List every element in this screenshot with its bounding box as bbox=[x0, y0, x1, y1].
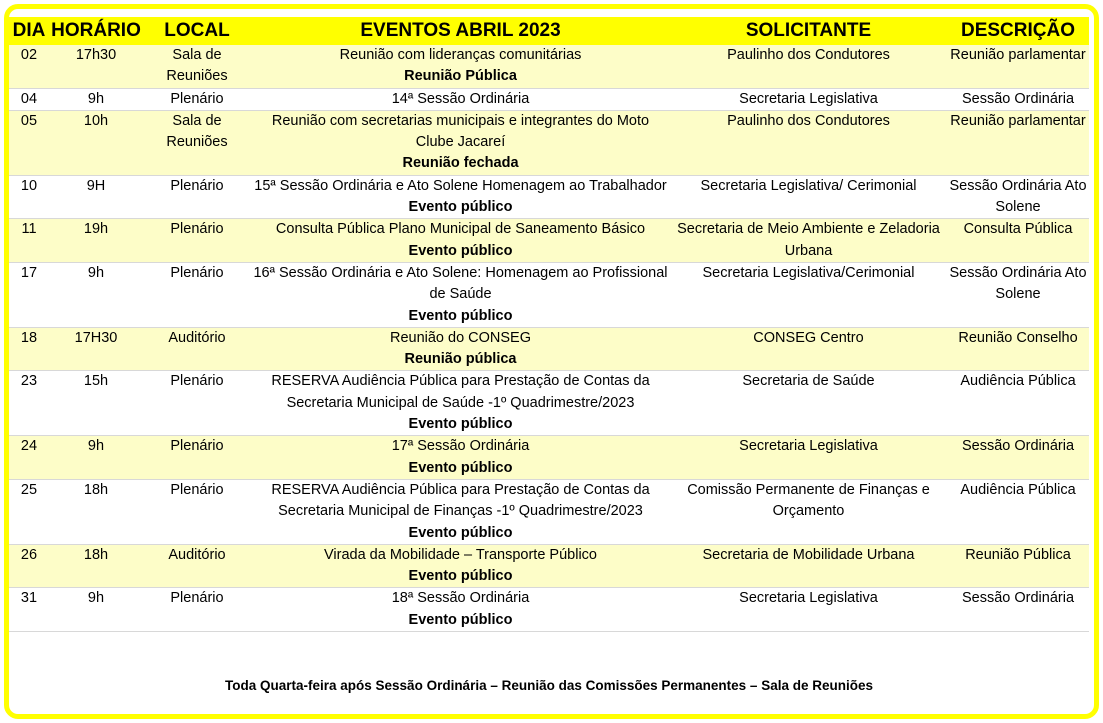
event-type: Evento público bbox=[408, 307, 513, 324]
table-row bbox=[9, 88, 1089, 110]
cell-solicitante: Secretaria de Saúde bbox=[670, 371, 947, 436]
cell-horario: 10h bbox=[49, 110, 143, 175]
header-descricao: DESCRIÇÃO bbox=[947, 17, 1089, 45]
cell-evento bbox=[251, 544, 670, 588]
events-table bbox=[9, 17, 1089, 632]
event-title: Virada da Mobilidade – Transporte Público bbox=[324, 546, 597, 563]
cell-evento bbox=[251, 479, 670, 544]
cell-evento bbox=[251, 262, 670, 327]
cell-local: Plenário bbox=[143, 436, 251, 480]
table-row bbox=[9, 371, 1089, 436]
event-type: Evento público bbox=[408, 568, 513, 585]
cell-local: Sala de Reuniões bbox=[143, 45, 251, 88]
cell-local: Plenário bbox=[143, 479, 251, 544]
cell-descricao: Audiência Pública bbox=[947, 371, 1089, 436]
cell-dia: 17 bbox=[9, 262, 49, 327]
cell-horario: 18h bbox=[49, 479, 143, 544]
cell-dia: 05 bbox=[9, 110, 49, 175]
cell-evento bbox=[251, 436, 670, 480]
event-type: Reunião Pública bbox=[404, 68, 517, 85]
table-row bbox=[9, 175, 1089, 219]
table-row bbox=[9, 262, 1089, 327]
table-row bbox=[9, 544, 1089, 588]
cell-evento bbox=[251, 88, 670, 110]
cell-local: Plenário bbox=[143, 262, 251, 327]
event-title: Reunião com lideranças comunitárias bbox=[339, 47, 582, 63]
cell-evento bbox=[251, 175, 670, 219]
table-row bbox=[9, 110, 1089, 175]
table-row bbox=[9, 436, 1089, 480]
cell-solicitante: Secretaria Legislativa bbox=[670, 88, 947, 110]
cell-dia: 10 bbox=[9, 175, 49, 219]
cell-solicitante: CONSEG Centro bbox=[670, 327, 947, 371]
event-type: Evento público bbox=[408, 416, 513, 433]
cell-local: Plenário bbox=[143, 371, 251, 436]
cell-horario: 17H30 bbox=[49, 327, 143, 371]
table-row bbox=[9, 45, 1089, 88]
cell-local: Sala de Reuniões bbox=[143, 110, 251, 175]
header-horario: HORÁRIO bbox=[49, 17, 143, 45]
cell-solicitante: Secretaria de Mobilidade Urbana bbox=[670, 544, 947, 588]
table-header-row bbox=[9, 17, 1089, 45]
cell-evento bbox=[251, 371, 670, 436]
cell-solicitante: Paulinho dos Condutores bbox=[670, 110, 947, 175]
event-type: Evento público bbox=[408, 524, 513, 541]
cell-horario: 9h bbox=[49, 262, 143, 327]
header-dia: DIA bbox=[9, 17, 49, 45]
event-title: RESERVA Audiência Pública para Prestação de Contas da Secretaria Municipal de Finanças -1º Quadrimestre/2023 bbox=[271, 481, 650, 520]
cell-horario: 9H bbox=[49, 175, 143, 219]
event-type: Evento público bbox=[408, 611, 513, 628]
cell-evento bbox=[251, 219, 670, 263]
cell-dia: 26 bbox=[9, 544, 49, 588]
cell-descricao: Audiência Pública bbox=[947, 479, 1089, 544]
header-solicitante: SOLICITANTE bbox=[670, 17, 947, 45]
cell-evento bbox=[251, 588, 670, 632]
table-row bbox=[9, 327, 1089, 371]
cell-local: Plenário bbox=[143, 175, 251, 219]
cell-solicitante: Paulinho dos Condutores bbox=[670, 45, 947, 88]
event-type: Reunião fechada bbox=[402, 155, 519, 172]
cell-horario: 9h bbox=[49, 88, 143, 110]
cell-descricao: Reunião Pública bbox=[947, 544, 1089, 588]
event-type: Evento público bbox=[408, 242, 513, 259]
cell-solicitante: Secretaria Legislativa bbox=[670, 588, 947, 632]
cell-dia: 24 bbox=[9, 436, 49, 480]
event-type: Reunião pública bbox=[404, 351, 517, 368]
cell-solicitante: Comissão Permanente de Finanças e Orçamento bbox=[670, 479, 947, 544]
cell-descricao: Sessão Ordinária bbox=[947, 88, 1089, 110]
event-title: 16ª Sessão Ordinária e Ato Solene: Homenagem ao Profissional de Saúde bbox=[253, 264, 668, 303]
cell-dia: 25 bbox=[9, 479, 49, 544]
event-title: Consulta Pública Plano Municipal de Saneamento Básico bbox=[275, 221, 646, 238]
event-title: Reunião do CONSEG bbox=[389, 329, 532, 346]
event-title: Reunião com secretarias municipais e integrantes do Moto Clube Jacareí bbox=[271, 112, 650, 151]
footer-note: Toda Quarta-feira após Sessão Ordinária – Reunião das Comissões Permanentes – Sala de Reuniões bbox=[225, 678, 873, 693]
cell-solicitante: Secretaria Legislativa bbox=[670, 436, 947, 480]
cell-dia: 04 bbox=[9, 88, 49, 110]
cell-local: Auditório bbox=[143, 327, 251, 371]
cell-horario: 9h bbox=[49, 436, 143, 480]
table-row bbox=[9, 588, 1089, 632]
event-title: 18ª Sessão Ordinária bbox=[391, 590, 530, 607]
cell-evento bbox=[251, 45, 670, 88]
cell-descricao: Sessão Ordinária bbox=[947, 436, 1089, 480]
cell-descricao: Reunião parlamentar bbox=[947, 45, 1089, 88]
table-row bbox=[9, 219, 1089, 263]
cell-descricao: Reunião parlamentar bbox=[947, 110, 1089, 175]
cell-dia: 31 bbox=[9, 588, 49, 632]
cell-dia: 18 bbox=[9, 327, 49, 371]
cell-local: Plenário bbox=[143, 219, 251, 263]
cell-horario: 9h bbox=[49, 588, 143, 632]
cell-solicitante: Secretaria Legislativa/Cerimonial bbox=[670, 262, 947, 327]
cell-horario: 19h bbox=[49, 219, 143, 263]
event-title: 17ª Sessão Ordinária bbox=[391, 438, 530, 455]
event-title: 15ª Sessão Ordinária e Ato Solene Homenagem ao Trabalhador bbox=[254, 177, 667, 194]
cell-horario: 17h30 bbox=[49, 45, 143, 88]
event-type: Evento público bbox=[408, 199, 513, 216]
event-title: 14ª Sessão Ordinária bbox=[391, 90, 530, 107]
cell-descricao: Sessão Ordinária Ato Solene bbox=[947, 262, 1089, 327]
cell-dia: 02 bbox=[9, 45, 49, 88]
header-eventos: EVENTOS ABRIL 2023 bbox=[251, 17, 670, 45]
cell-horario: 18h bbox=[49, 544, 143, 588]
cell-local: Auditório bbox=[143, 544, 251, 588]
cell-solicitante: Secretaria Legislativa/ Cerimonial bbox=[670, 175, 947, 219]
header-local: LOCAL bbox=[143, 17, 251, 45]
cell-solicitante: Secretaria de Meio Ambiente e Zeladoria Urbana bbox=[670, 219, 947, 263]
event-title: RESERVA Audiência Pública para Prestação de Contas da Secretaria Municipal de Saúde -1º Quadrimestre/2023 bbox=[271, 373, 650, 411]
cell-descricao: Consulta Pública bbox=[947, 219, 1089, 263]
cell-descricao: Sessão Ordinária bbox=[947, 588, 1089, 632]
table-row bbox=[9, 479, 1089, 544]
cell-descricao: Sessão Ordinária Ato Solene bbox=[947, 175, 1089, 219]
cell-local: Plenário bbox=[143, 588, 251, 632]
cell-dia: 23 bbox=[9, 371, 49, 436]
cell-descricao: Reunião Conselho bbox=[947, 327, 1089, 371]
cell-evento bbox=[251, 327, 670, 371]
event-type: Evento público bbox=[408, 459, 513, 476]
cell-evento bbox=[251, 110, 670, 175]
cell-local: Plenário bbox=[143, 88, 251, 110]
cell-horario: 15h bbox=[49, 371, 143, 436]
cell-dia: 11 bbox=[9, 219, 49, 263]
